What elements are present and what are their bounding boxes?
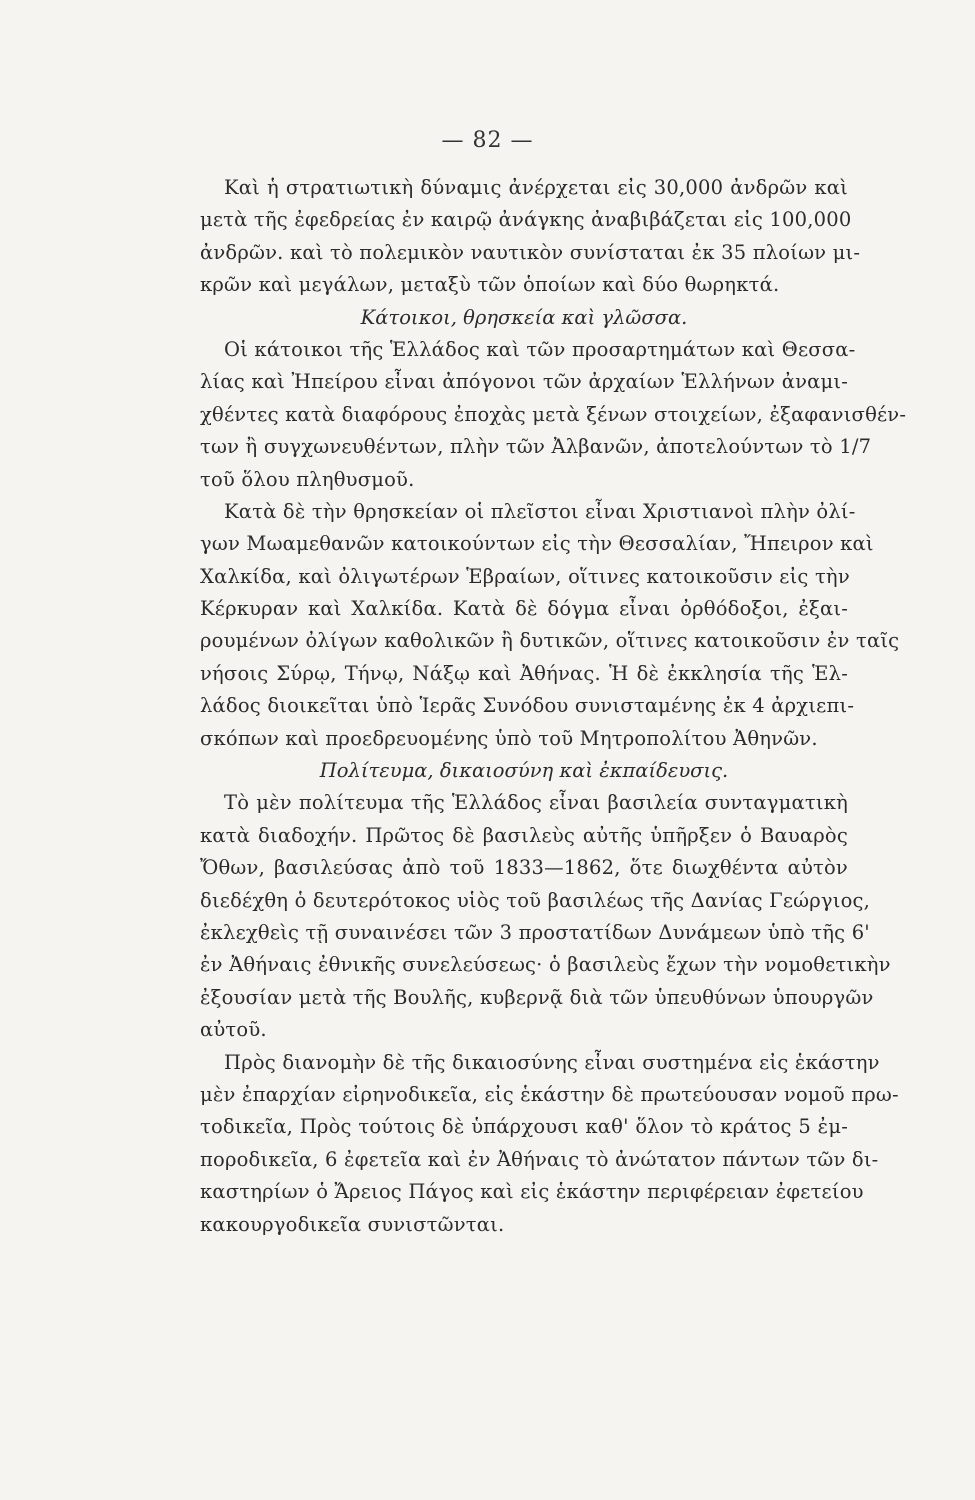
text-line: ἐκλεχθεὶς τῇ συναινέσει τῶν 3 προστατίδων Δυνάμεων ὑπὸ τῆς 6' [200, 920, 870, 944]
text-line: Κατὰ δὲ τὴν θρησκείαν οἱ πλεῖστοι εἶναι Χριστιανοὶ πλὴν ὀλί- [224, 499, 856, 523]
text-line: λίας καὶ Ἠπείρου εἶναι ἀπόγονοι τῶν ἀρχαίων Ἑλλήνων ἀναμι- [200, 370, 848, 394]
text-line: κατὰ διαδοχήν. Πρῶτος δὲ βασιλεὺς αὐτῆς ὑπῆρξεν ὁ Βαυαρὸς [200, 823, 848, 847]
text-line: ἀνδρῶν. καὶ τὸ πολεμικὸν ναυτικὸν συνίσταται ἐκ 35 πλοίων μι- [200, 240, 861, 264]
page-number: — 82 — [441, 128, 534, 153]
section-heading-polity: Πολίτευμα, δικαιοσύνη καὶ ἐκπαίδευσις. [319, 759, 729, 783]
text-line: Κέρκυραν καὶ Χαλκίδα. Κατὰ δὲ δόγμα εἶναι ὀρθόδοξοι, ἐξαι- [200, 597, 848, 621]
text-line: λάδος διοικεῖται ὑπὸ Ἱερᾶς Συνόδου συνισταμένης ἐκ 4 ἀρχιεπι- [200, 694, 855, 718]
text-line: γων Μωαμεθανῶν κατοικούντων εἰς τὴν Θεσσαλίαν, Ἤπειρον καὶ [200, 532, 874, 556]
text-line: ἐξουσίαν μετὰ τῆς Βουλῆς, κυβερνᾷ διὰ τῶν ὑπευθύνων ὑπουργῶν [200, 985, 874, 1009]
text-line: μετὰ τῆς ἐφεδρείας ἐν καιρῷ ἀνάγκης ἀναβιβάζεται εἰς 100,000 [200, 208, 852, 232]
text-line: μὲν ἐπαρχίαν εἰρηνοδικεῖα, εἰς ἑκάστην δὲ πρωτεύουσαν νομοῦ πρω- [200, 1082, 899, 1106]
paragraph-polity [200, 787, 891, 1046]
body-text [200, 172, 907, 1241]
text-line: τοῦ ὅλου πληθυσμοῦ. [200, 467, 415, 491]
text-line: ποροδικεῖα, 6 ἐφετεῖα καὶ ἐν Ἀθήναις τὸ ἀνώτατον πάντων τῶν δι- [200, 1147, 879, 1171]
text-line: Ὄθων, βασιλεύσας ἀπὸ τοῦ 1833—1862, ὅτε διωχθέντα αὐτὸν [200, 856, 848, 880]
text-line: σκόπων καὶ προεδρευομένης ὑπὸ τοῦ Μητροπολίτου Ἀθηνῶν. [200, 726, 818, 750]
text-line: αὐτοῦ. [200, 1018, 267, 1042]
text-line: ἐν Ἀθήναις ἐθνικῆς συνελεύσεως· ὁ βασιλεὺς ἔχων τὴν νομοθετικὴν [200, 953, 891, 977]
text-line: κακουργοδικεῖα συνιστῶνται. [200, 1212, 505, 1236]
text-line: διεδέχθη ὁ δευτερότοκος υἱὸς τοῦ βασιλέως τῆς Δανίας Γεώργιος, [200, 888, 871, 912]
text-line: χθέντες κατὰ διαφόρους ἐποχὰς μετὰ ξένων στοιχείων, ἐξαφανισθέν- [200, 402, 907, 426]
text-line: Χαλκίδα, καὶ ὀλιγωτέρων Ἑβραίων, οἵτινες κατοικοῦσιν εἰς τὴν [200, 564, 850, 588]
paragraph-military [200, 172, 861, 302]
text-line: Οἱ κάτοικοι τῆς Ἑλλάδος καὶ τῶν προσαρτημάτων καὶ Θεσσα- [224, 337, 856, 361]
text-line: ρουμένων ὀλίγων καθολικῶν ἢ δυτικῶν, οἵτινες κατοικοῦσιν ἐν ταῖς [200, 629, 900, 653]
text-line: Τὸ μὲν πολίτευμα τῆς Ἑλλάδος εἶναι βασιλεία συνταγματικὴ [224, 791, 848, 815]
text-line: των ἢ συγχωνευθέντων, πλὴν τῶν Ἀλβανῶν, ἀποτελούντων τὸ 1/7 [200, 435, 872, 459]
section-heading-inhabitants: Κάτοικοι, θρησκεία καὶ γλῶσσα. [360, 305, 688, 329]
paragraph-religion [200, 496, 900, 755]
text-line: νήσοις Σύρῳ, Τήνῳ, Νάξῳ καὶ Ἀθήνας. Ἡ δὲ ἐκκλησία τῆς Ἑλ- [200, 661, 848, 685]
text-line: καστηρίων ὁ Ἄρειος Πάγος καὶ εἰς ἑκάστην περιφέρειαν ἐφετείου [200, 1180, 864, 1204]
text-line: Καὶ ἡ στρατιωτικὴ δύναμις ἀνέρχεται εἰς 30,000 ἀνδρῶν καὶ [224, 176, 848, 199]
paragraph-justice [200, 1047, 899, 1241]
paragraph-inhabitants [200, 334, 907, 496]
text-line: Πρὸς διανομὴν δὲ τῆς δικαιοσύνης εἶναι συστημένα εἰς ἑκάστην [224, 1050, 880, 1074]
text-line: κρῶν καὶ μεγάλων, μεταξὺ τῶν ὁποίων καὶ δύο θωρηκτά. [200, 273, 780, 297]
text-line: τοδικεῖα, Πρὸς τούτοις δὲ ὑπάρχουσι καθ' ὅλον τὸ κράτος 5 ἐμ- [200, 1115, 848, 1139]
